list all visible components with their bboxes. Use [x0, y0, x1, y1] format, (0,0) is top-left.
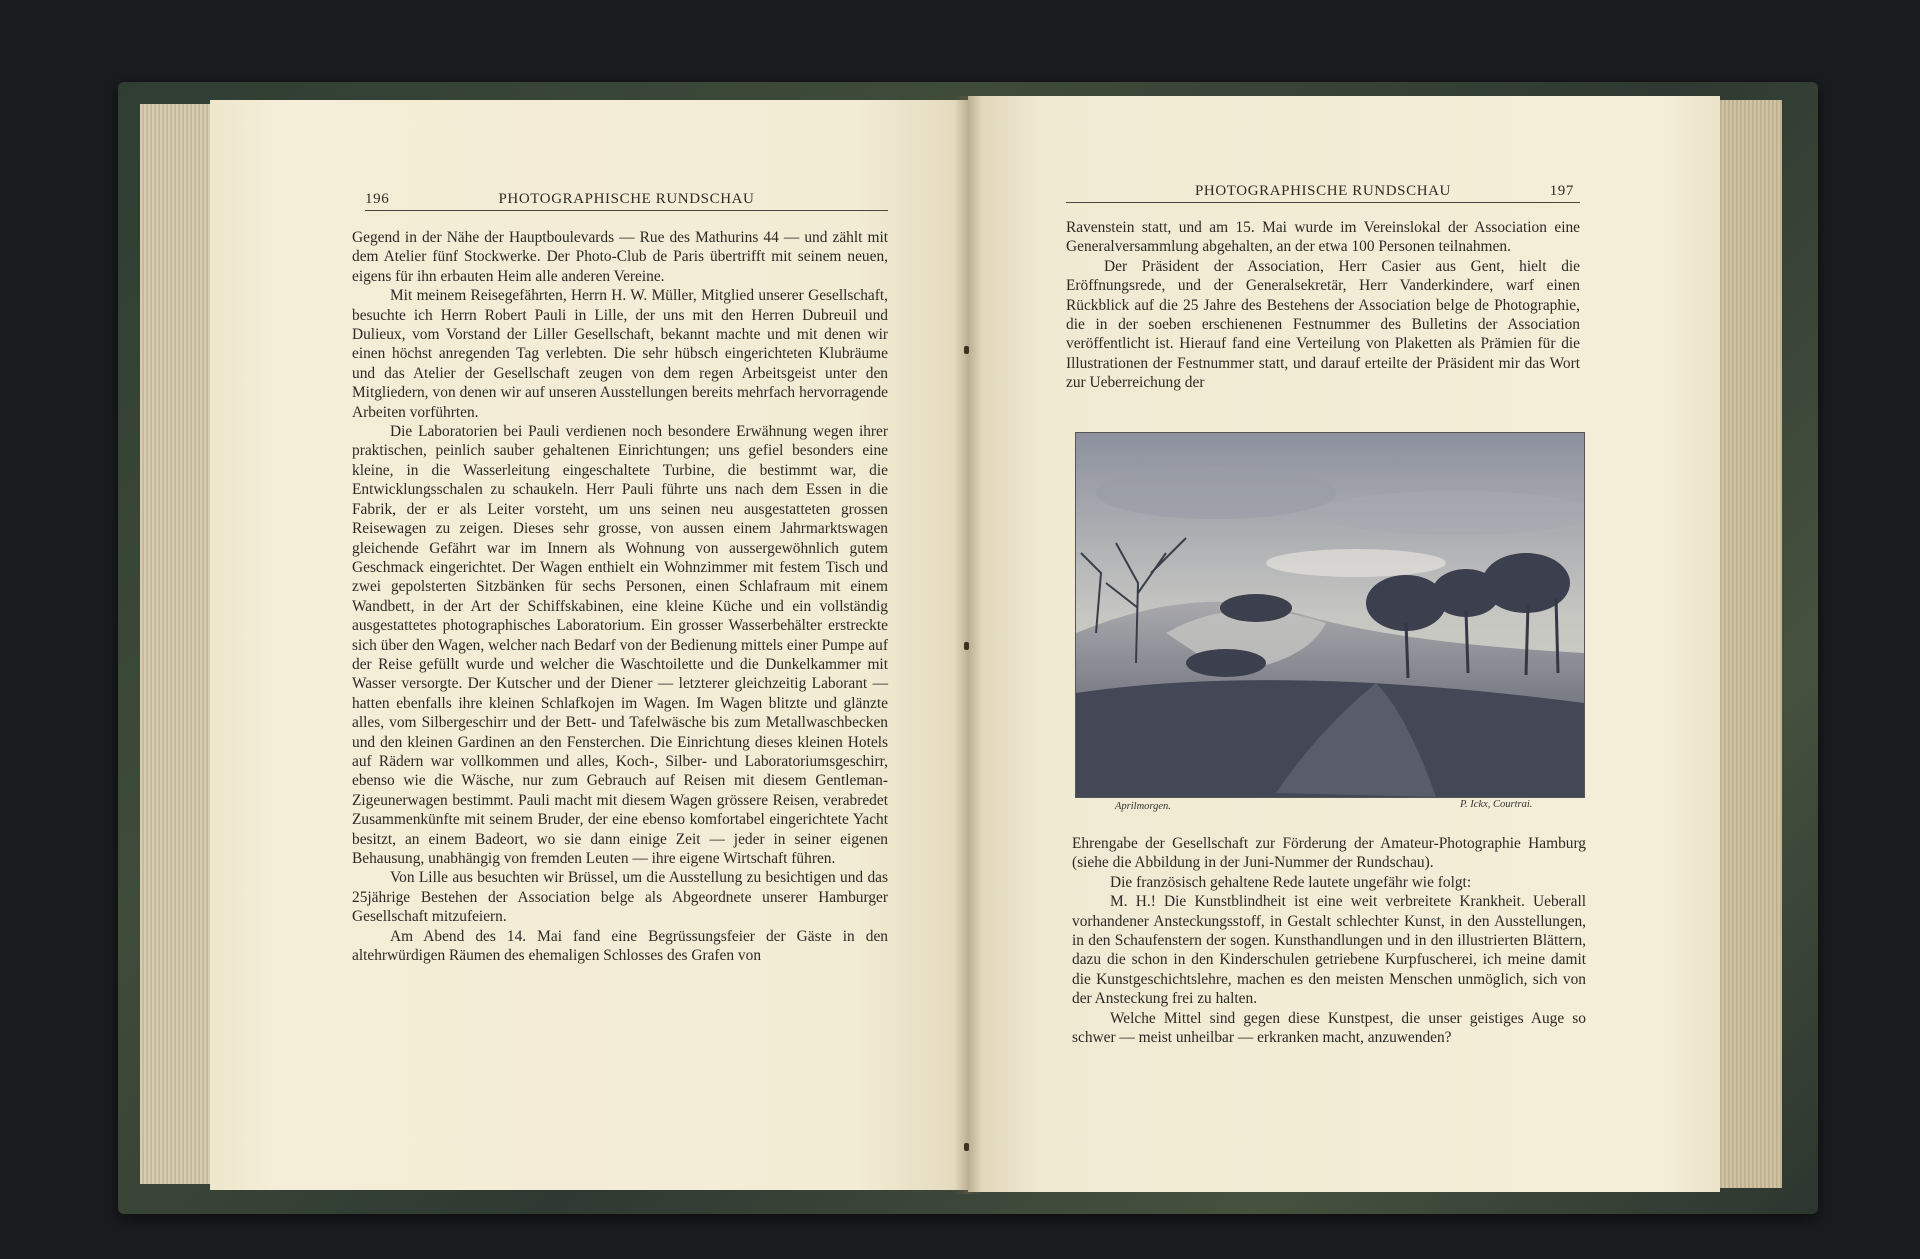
right-paragraph: Ehrengabe der Gesellschaft zur Förderung der Amateur-Photographie Hamburg (siehe die Abbildung in der Juni-Nummer der Rundschau). [1072, 835, 1586, 872]
left-running-head [365, 188, 888, 211]
left-running-title: PHOTOGRAPHISCHE RUNDSCHAU [498, 191, 755, 207]
page-edges-right [1718, 100, 1782, 1188]
binding-stitch [964, 1143, 969, 1151]
left-paragraph: Die Laboratorien bei Pauli verdienen noch besondere Erwähnung wegen ihrer praktischen, peinlich sauber gehaltenen Einrichtungen; uns gefiel besonders eine kleine, in die Wasserleitung eingeschaltete Turbine, die bestimmt war, die Entwicklungsschalen zu schaukeln. Herr Pauli führte uns nach dem Essen in die Fabrik, der er als Leiter vorsteht, um uns seinen neu ausgestatteten grossen Reisewagen zu zeigen. Dieses sehr grosse, von aussen einem Jahrmarktswagen gleichende Gefährt war im Innern als Wohnung von aussergewöhnlich gutem Geschmack eingerichtet. Der Wagen enthielt ein Wohnzimmer mit festem Tisch und zwei gepolsterten Sitzbänken für sechs Personen, einen Schlafraum mit einem Wandbett, in der Art der Schiffskabinen, eine kleine Küche und ein vollständig ausgestattetes photographisches Laboratorium. Ein grosser Wasserbehälter erstreckte sich über den Wagen, welcher nach Bedarf von der Bedienung mittels einer Pumpe auf der Reise gefüllt wurde und welcher die Waschtoilette und die Dunkelkammer mit Wasser versorgte. Der Kutscher und der Diener — letzterer gleichzeitig Laborant — hatten ebenfalls ihre kleinen Schlafkojen im Wagen. Im Wagen blitzte und glänzte alles, vom Silbergeschirr und der Bett- und Tafelwäsche bis zum Metallwaschbecken und den kleinen Gardinen an den Fensterchen. Die Einrichtung dieses kleinen Hotels auf Rädern war vollkommen und alles, Koch-, Silber- und Laboratoriumsgeschirr, ebenso wie die Wäsche, nur zum Gebrauch auf Reisen mit diesem Gentleman-Zigeunerwagen bestimmt. Pauli macht mit diesem Wagen grössere Reisen, verabredet Zusammenkünfte mit seinem Bruder, der eine ebenso komfortabel eingerichtete Yacht besitzt, an einem Badeort, wo sie dann einige Zeit — jeder in seiner eigenen Behausung, unabhängig von fremden Leuten — ihre eigene Wirtschaft führen. [352, 423, 888, 867]
left-paragraph: Von Lille aus besuchten wir Brüssel, um die Ausstellung zu besichtigen und das 25jährige Bestehen der Association belge als Abgeordnete unserer Hamburger Gesellschaft mitzufeiern. [352, 869, 888, 926]
left-paragraph: Gegend in der Nähe der Hauptboulevards — Rue des Mathurins 44 — und zählt mit dem Atelier fünf Stockwerke. Der Photo-Club de Paris übertrifft mit seinem neuen, eigens für ihn erbauten Heim alle anderen Vereine. [352, 229, 888, 285]
left-paragraph: Mit meinem Reisegefährten, Herrn H. W. Müller, Mitglied unserer Gesellschaft, besuchte ich Herrn Robert Pauli in Lille, der uns mit den Herren Dubreuil und Dulieux, vom Vorstand der Liller Gesellschaft, bekannt machte und mit denen wir einen höchst anregenden Tag verlebten. Die sehr hübsch eingerichteten Klubräume und das Atelier der Gesellschaft zeugen von dem regen Arbeitsgeist unter den Mitgliedern, von denen wir auf unseren Ausstellungen bereits mehrfach hervorragende Arbeiten vorführten. [352, 287, 888, 421]
photograph-image [1076, 433, 1584, 797]
right-running-title: PHOTOGRAPHISCHE RUNDSCHAU [1194, 183, 1451, 199]
photo-caption-title: Aprilmorgen. [1115, 801, 1171, 812]
photo-caption-credit: P. Ickx, Courtrai. [1460, 799, 1533, 810]
left-paragraph: Am Abend des 14. Mai fand eine Begrüssungsfeier der Gäste in den altehrwürdigen Räumen des ehemaligen Schlosses des Grafen von [352, 927, 888, 965]
right-paragraph: Welche Mittel sind gegen diese Kunstpest, die unser geistiges Auge so schwer — meist unheilbar — erkranken macht, anzuwenden? [1072, 1009, 1586, 1047]
binding-stitch [964, 346, 969, 354]
left-page-number: 196 [365, 191, 390, 207]
right-body-text-bottom [1072, 834, 1586, 1047]
binding-stitch [964, 642, 969, 650]
right-paragraph: M. H.! Die Kunstblindheit ist eine weit verbreitete Krankheit. Ueberall vorhandener Ansteckungsstoff, in Gestalt schlechter Kunst, in den Ausstellungen, in den Schaufenstern der sogen. Kunsthandlungen und in den illustrierten Blättern, dazu die schon in den Kinderschulen getriebene Kurpfuscherei, ich meine damit die Kunstgeschichtslehre, machen es den meisten Menschen unmöglich, sich von der Ansteckung frei zu halten. [1072, 893, 1586, 1008]
page-edges-left [140, 104, 214, 1184]
right-paragraph: Die französisch gehaltene Rede lautete ungefähr wie folgt: [1110, 873, 1472, 891]
landscape-photograph [1075, 432, 1585, 798]
right-body-text-top [1066, 218, 1580, 393]
left-page [210, 100, 970, 1190]
right-page-number: 197 [1549, 183, 1574, 199]
right-running-head [1066, 180, 1580, 203]
right-paragraph: Der Präsident der Association, Herr Casier aus Gent, hielt die Eröffnungsrede, und der Generalsekretär, Herr Vanderkindere, warf einen Rückblick auf die 25 Jahre des Bestehens der Association belge de Photographie, die in der soeben erschienenen Festnummer des Bulletins der Association veröffentlicht ist. Hierauf fand eine Verteilung von Plaketten als Prämien für die Illustrationen der Festnummer statt, und darauf erteilte der Präsident mir das Wort zur Ueberreichung der [1066, 257, 1580, 392]
right-paragraph: Ravenstein statt, und am 15. Mai wurde im Vereinslokal der Association eine Generalversammlung abgehalten, an der etwa 100 Personen teilnahmen. [1066, 219, 1580, 256]
left-body-text [352, 228, 888, 965]
